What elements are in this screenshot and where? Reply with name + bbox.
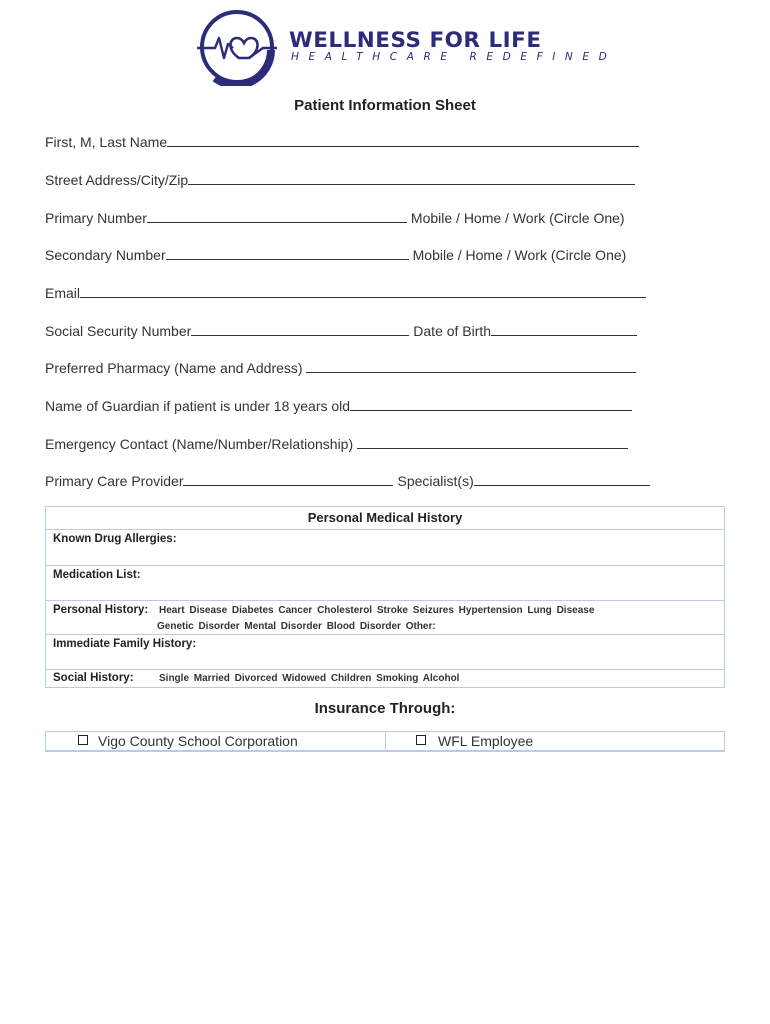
- field-label-specialist: Specialist(s): [397, 473, 474, 489]
- field-label: Preferred Pharmacy (Name and Address): [45, 360, 303, 376]
- table-row[interactable]: [46, 566, 724, 601]
- email-field[interactable]: [45, 282, 685, 303]
- insurance-option-label: Vigo County School Corporation: [98, 733, 298, 749]
- row-label: Social History:: [53, 672, 134, 684]
- blank-line[interactable]: [491, 320, 637, 336]
- emergency-contact-field[interactable]: [45, 433, 685, 454]
- checkbox[interactable]: [416, 735, 426, 745]
- table-row[interactable]: [46, 670, 724, 688]
- blank-line[interactable]: [306, 357, 636, 373]
- field-label: Street Address/City/Zip: [45, 172, 189, 188]
- blank-line[interactable]: [166, 244, 409, 260]
- insurance-table: [45, 731, 725, 752]
- table-header: Personal Medical History: [46, 507, 724, 530]
- row-label: Known Drug Allergies:: [53, 533, 177, 545]
- table-row[interactable]: [46, 635, 724, 670]
- checkbox[interactable]: [78, 735, 88, 745]
- logo-tagline: HEALTHCARE REDEFINED: [291, 51, 617, 63]
- provider-field[interactable]: [45, 470, 685, 491]
- primary-number-field[interactable]: [45, 207, 685, 228]
- phone-type-options[interactable]: Mobile / Home / Work (Circle One): [412, 247, 627, 263]
- social-history-options[interactable]: Single Married Divorced Widowed Children Smoking Alcohol: [159, 673, 460, 684]
- table-row[interactable]: [46, 601, 724, 635]
- row-label: Personal History:: [53, 604, 149, 616]
- ssn-dob-field[interactable]: [45, 320, 685, 341]
- row-label: Immediate Family History:: [53, 638, 197, 650]
- heart-pulse-icon: [193, 8, 285, 86]
- field-label: Email: [45, 285, 81, 301]
- logo-brand: WELLNESS FOR LIFE: [289, 28, 542, 53]
- insurance-title: Insurance Through:: [314, 700, 456, 717]
- blank-line[interactable]: [167, 131, 639, 147]
- blank-line[interactable]: [357, 433, 628, 449]
- blank-line[interactable]: [147, 207, 407, 223]
- blank-line[interactable]: [350, 395, 632, 411]
- blank-line[interactable]: [191, 320, 409, 336]
- insurance-option[interactable]: [46, 732, 386, 750]
- blank-line[interactable]: [188, 169, 635, 185]
- blank-line[interactable]: [183, 470, 393, 486]
- secondary-number-field[interactable]: [45, 244, 685, 265]
- phone-type-options[interactable]: Mobile / Home / Work (Circle One): [410, 210, 625, 226]
- insurance-option[interactable]: [386, 732, 724, 750]
- blank-line[interactable]: [80, 282, 646, 298]
- address-field[interactable]: [45, 169, 685, 190]
- pharmacy-field[interactable]: [45, 357, 685, 378]
- page-title: Patient Information Sheet: [294, 97, 476, 114]
- row-label: Medication List:: [53, 569, 141, 581]
- name-field[interactable]: [45, 131, 685, 152]
- field-label: Secondary Number: [45, 247, 166, 263]
- blank-line[interactable]: [474, 470, 650, 486]
- logo: [193, 8, 617, 86]
- personal-history-options[interactable]: Genetic Disorder Mental Disorder Blood Disorder Other:: [157, 621, 436, 632]
- field-label: Emergency Contact (Name/Number/Relationship): [45, 436, 354, 452]
- personal-history-options[interactable]: Heart Disease Diabetes Cancer Cholesterol Stroke Seizures Hypertension Lung Disease: [159, 605, 595, 616]
- medical-history-table: [45, 506, 725, 688]
- field-label: Primary Number: [45, 210, 147, 226]
- field-label-dob: Date of Birth: [413, 323, 492, 339]
- field-label: Social Security Number: [45, 323, 192, 339]
- field-label: Primary Care Provider: [45, 473, 184, 489]
- guardian-field[interactable]: [45, 395, 685, 416]
- insurance-option-label: WFL Employee: [438, 733, 534, 749]
- table-row[interactable]: [46, 530, 724, 566]
- field-label: Name of Guardian if patient is under 18 years old: [45, 398, 351, 414]
- field-label: First, M, Last Name: [45, 134, 168, 150]
